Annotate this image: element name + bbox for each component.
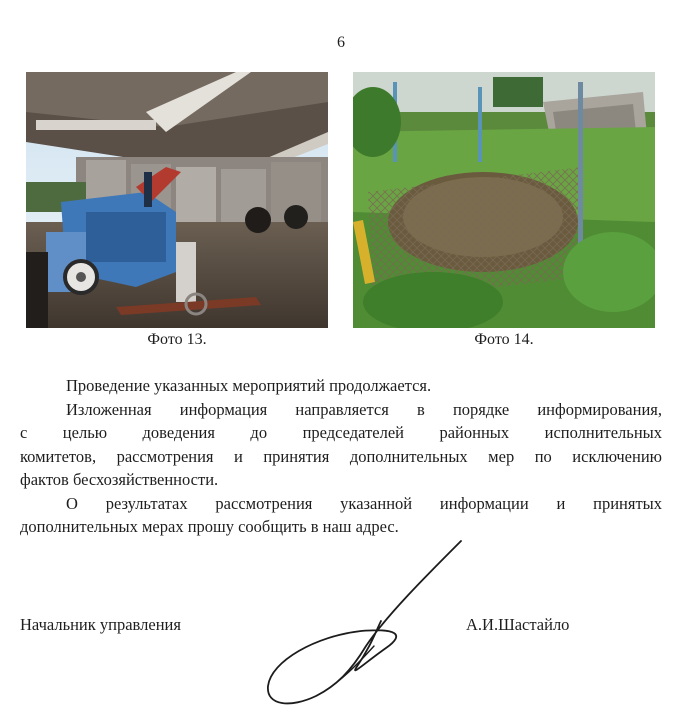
signatory-name: А.И.Шастайло [466, 615, 570, 634]
page-number: 6 [337, 34, 345, 51]
paragraph-3-line-2: дополнительных мерах прошу сообщить в наш адрес. [20, 517, 399, 536]
paragraph-2-line-4: фактов бесхозяйственности. [20, 470, 219, 489]
photo-13 [26, 72, 328, 328]
paragraph-2-line-1: Изложенная информация направляется в порядке информирования, [66, 399, 662, 419]
photo-13-image [26, 72, 328, 328]
paragraph-3-line-1: О результатах рассмотрения указанной информации и принятых [66, 493, 662, 513]
photo-14 [353, 72, 655, 328]
paragraph-2-line-3: комитетов, рассмотрения и принятия дополнительных мер по исключению [20, 446, 662, 466]
photo-13-caption: Фото 13. [147, 331, 207, 348]
photo-14-caption: Фото 14. [474, 331, 534, 348]
letter-body [20, 374, 662, 539]
paragraph-2-line-2: с целью доведения до председателей районных исполнительных [20, 423, 662, 442]
paragraph-1: Проведение указанных мероприятий продолжается. [66, 376, 432, 395]
handwritten-signature [256, 536, 476, 716]
signatory-title: Начальник управления [20, 615, 181, 634]
photo-14-image [353, 72, 655, 328]
